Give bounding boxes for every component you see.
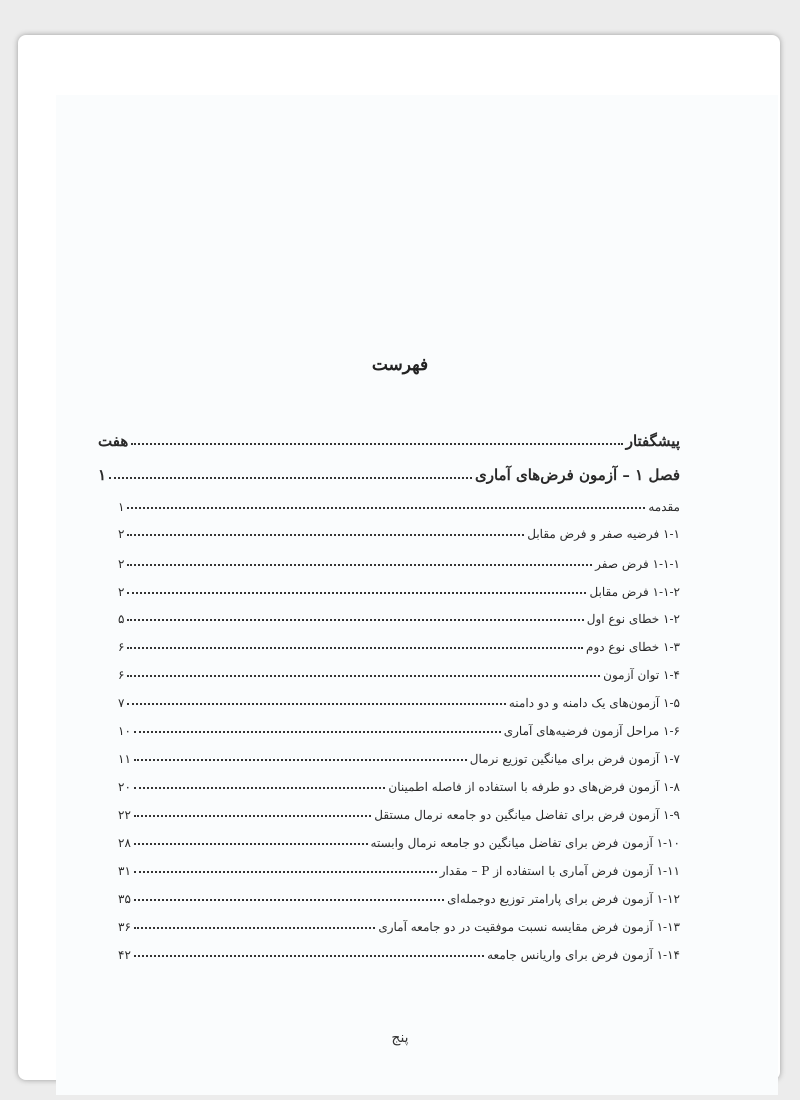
toc-entry: [118, 864, 680, 878]
toc-leader-dots: [134, 871, 437, 873]
toc-entry: [118, 920, 680, 934]
page-title: فهرست: [371, 355, 429, 375]
toc-entry-page: ۷: [118, 696, 125, 710]
toc-leader-dots: [134, 843, 368, 845]
toc-leader-dots: [134, 927, 375, 929]
toc-entry: [118, 808, 680, 822]
toc-entry: [118, 557, 680, 571]
toc-entry-page: ۲: [118, 527, 125, 541]
toc-entry: [118, 585, 680, 599]
toc-entry-page: ۶: [118, 640, 125, 654]
toc-leader-dots: [134, 955, 484, 957]
toc-entry-label: ۱-۱-۱ فرض صفر: [595, 557, 680, 571]
toc-entry-label: پیشگفتار: [625, 432, 680, 450]
toc-entry-label: ۱-۵ آزمون‌های یک دامنه و دو دامنه: [508, 696, 680, 710]
toc-entry-label: ۱-۱۲ آزمون فرض برای پارامتر توزیع دوجمله‌ای: [447, 892, 680, 906]
toc-entry-page: ۳۶: [118, 920, 131, 934]
toc-entry-page: ۴۲: [118, 948, 131, 962]
toc-leader-dots: [131, 443, 622, 445]
toc-leader-dots: [134, 815, 371, 817]
toc-entry: [118, 640, 680, 654]
toc-entry-page: ۶: [118, 668, 125, 682]
toc-entry-page: ۵: [118, 612, 125, 626]
toc-entry-page: ۱: [98, 466, 107, 484]
toc-entry-page: هفت: [98, 432, 129, 450]
toc-entry-label: ۱-۱۱ آزمون فرض آماری با استفاده از P – مقدار: [439, 864, 680, 878]
toc-entry-page: ۲۲: [118, 808, 131, 822]
toc-entry-label: ۱-۱ فرضیه صفر و فرض مقابل: [527, 527, 680, 541]
toc-entry-label: ۱-۲ خطای نوع اول: [586, 612, 680, 626]
toc-entry-label: مقدمه: [648, 500, 680, 514]
toc-entry-label: ۱-۱۴ آزمون فرض برای واریانس جامعه: [487, 948, 680, 962]
toc-leader-dots: [127, 675, 600, 677]
toc-entry: [118, 668, 680, 682]
toc-entry-label: ۱-۱-۲ فرض مقابل: [589, 585, 680, 599]
toc-entry-page: ۱: [118, 500, 125, 514]
toc-entry: [118, 892, 680, 906]
toc-entry-page: ۱۱: [118, 752, 131, 766]
toc-leader-dots: [134, 759, 467, 761]
toc-entry-page: ۲۸: [118, 836, 131, 850]
toc-entry: [118, 780, 680, 794]
toc-entry: [118, 500, 680, 514]
toc-entry-page: ۲: [118, 585, 125, 599]
toc-entry-label: فصل ۱ – آزمون فرض‌های آماری: [475, 466, 680, 484]
toc-entry: [118, 527, 680, 541]
toc-entry: [98, 432, 680, 450]
toc-leader-dots: [127, 507, 645, 509]
toc-leader-dots: [127, 647, 583, 649]
toc-entry-page: ۳۱: [118, 864, 131, 878]
toc-leader-dots: [127, 534, 524, 536]
toc-entry: [98, 466, 680, 484]
toc-leader-dots: [127, 592, 586, 594]
toc-entry-label: ۱-۶ مراحل آزمون فرضیه‌های آماری: [503, 724, 680, 738]
toc-leader-dots: [127, 619, 583, 621]
toc-entry-label: ۱-۱۳ آزمون فرض مقایسه نسبت موفقیت در دو جامعه آماری: [378, 920, 680, 934]
toc-entry: [118, 836, 680, 850]
toc-leader-dots: [134, 731, 501, 733]
toc-leader-dots: [109, 477, 472, 479]
toc-entry: [118, 696, 680, 710]
toc-entry-label: ۱-۱۰ آزمون فرض برای تفاضل میانگین دو جامعه نرمال وابسته: [370, 836, 680, 850]
toc-entry-label: ۱-۳ خطای نوع دوم: [586, 640, 680, 654]
page-number-footer: پنج: [391, 1030, 409, 1046]
toc-entry-page: ۲: [118, 557, 125, 571]
toc-entry: [118, 612, 680, 626]
toc-leader-dots: [127, 564, 592, 566]
toc-entry-label: ۱-۸ آزمون فرض‌های دو طرفه با استفاده از فاصله اطمینان: [388, 780, 680, 794]
toc-leader-dots: [127, 703, 505, 705]
toc-leader-dots: [134, 787, 386, 789]
toc-entry-label: ۱-۹ آزمون فرض برای تفاضل میانگین دو جامعه نرمال مستقل: [374, 808, 680, 822]
toc-entry-page: ۲۰: [118, 780, 131, 794]
toc-entry-label: ۱-۷ آزمون فرض برای میانگین توزیع نرمال: [469, 752, 680, 766]
toc-entry-page: ۳۵: [118, 892, 131, 906]
toc-entry-label: ۱-۴ توان آزمون: [603, 668, 680, 682]
toc-entry: [118, 724, 680, 738]
toc-leader-dots: [134, 899, 444, 901]
toc-entry: [118, 948, 680, 962]
toc-entry-page: ۱۰: [118, 724, 131, 738]
toc-entry: [118, 752, 680, 766]
